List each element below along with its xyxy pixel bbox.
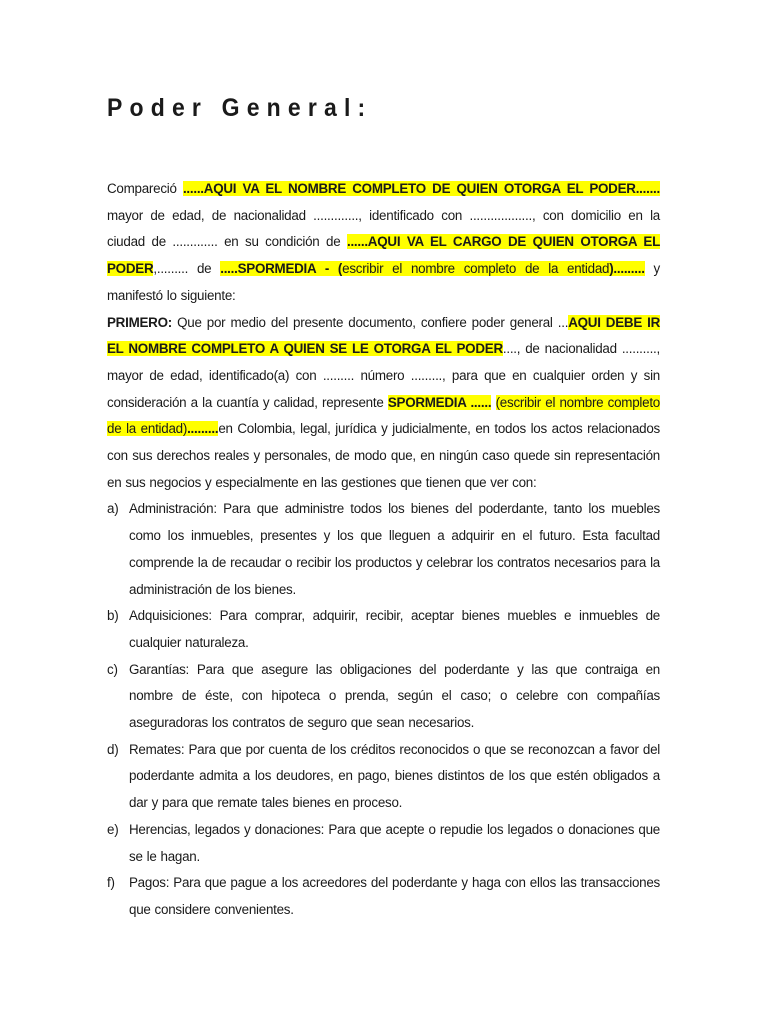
- text-run: ,......... de: [153, 261, 221, 277]
- primero-paragraph: [107, 310, 660, 497]
- list-item-text: Adquisiciones: Para comprar, adquirir, recibir, aceptar bienes muebles e inmuebles de cualquier naturaleza.: [129, 608, 660, 650]
- list-item: [107, 657, 660, 737]
- primero-label: PRIMERO:: [107, 314, 172, 330]
- list-item-text: Administración: Para que administre todos los bienes del poderdante, tanto los muebles como los inmuebles, presentes y los que lleguen a adquirir en el futuro. Esta facultad comprende la de recaudar o recibir los productos y celebrar los contratos necesarios para la administración de los bienes.: [129, 501, 660, 597]
- text-run: en Colombia, legal, jurídica y judicialmente, en todos los actos relacionados con sus derechos reales y personales, de modo que, en ningún caso quede sin representación en sus negocios y especialmente en las gestiones que tienen que ver con:: [107, 421, 660, 490]
- list-marker: c): [107, 661, 118, 677]
- placeholder-grantor-name: ......AQUI VA EL NOMBRE COMPLETO DE QUIEN OTORGA EL PODER.......: [182, 181, 660, 196]
- text-run: mayor de edad, de nacionalidad ............., identificado con .................., con domicilio en la ciudad de ............. en su condición de: [107, 207, 660, 250]
- powers-list: [107, 496, 660, 923]
- list-item: [107, 737, 660, 817]
- text-run: Compareció: [107, 181, 183, 196]
- placeholder-grantor-position: ......AQUI VA EL CARGO DE QUIEN OTORGA EL PODER: [107, 234, 660, 277]
- placeholder-entity-instruction: escribir el nombre completo de la entidad: [342, 261, 610, 277]
- list-marker: e): [107, 821, 119, 837]
- placeholder-entity-short: SPORMEDIA ......: [387, 394, 492, 410]
- list-item: [107, 603, 660, 656]
- list-marker: b): [107, 608, 119, 624]
- list-marker: a): [107, 501, 119, 517]
- list-item-text: Herencias, legados y donaciones: Para que acepte o repudie los legados o donaciones que se le hagan.: [129, 821, 660, 864]
- list-item: [107, 870, 660, 923]
- text-run: [491, 395, 495, 410]
- text-run: y manifestó lo siguiente:: [107, 261, 660, 303]
- placeholder-entity-dots: .........: [187, 421, 219, 437]
- document-body: [107, 176, 660, 924]
- list-item-text: Remates: Para que por cuenta de los créditos reconocidos o que se reconozcan a favor del poderdante admita a los deudores, en pago, bienes distintos de los que estén obligados a dar y para que remate tales bienes en proceso.: [129, 741, 660, 811]
- list-item: [107, 496, 660, 603]
- list-marker: f): [107, 875, 115, 891]
- list-item-text: Pagos: Para que pague a los acreedores del poderdante y haga con ellos las transacciones que considere convenientes.: [129, 875, 660, 917]
- placeholder-entity-name: .....SPORMEDIA - (: [220, 261, 343, 277]
- document-title: Poder General:: [107, 94, 373, 122]
- list-marker: d): [107, 741, 119, 757]
- placeholder-attorney-name: AQUI DEBE IR EL NOMBRE COMPLETO A QUIEN SE LE OTORGA EL PODER: [107, 314, 661, 357]
- placeholder-entity-dots: ).........: [609, 261, 645, 277]
- placeholder-entity-instruction: (escribir el nombre completo de la entidad): [107, 394, 660, 437]
- list-item: [107, 817, 660, 870]
- list-item-text: Garantías: Para que asegure las obligaciones del poderdante y las que contraiga en nombre de éste, con hipoteca o prenda, según el caso; o celebre con compañías aseguradoras los contratos de seguro que sean necesarios.: [129, 661, 660, 731]
- comparecencia-paragraph: [107, 176, 660, 310]
- text-run: Que por medio del presente documento, confiere poder general ...: [171, 314, 569, 330]
- text-run: ...., de nacionalidad .........., mayor de edad, identificado(a) con ......... número ........., para que en cualquier orden y sin consideración a la cuantía y calidad, represente: [107, 341, 661, 410]
